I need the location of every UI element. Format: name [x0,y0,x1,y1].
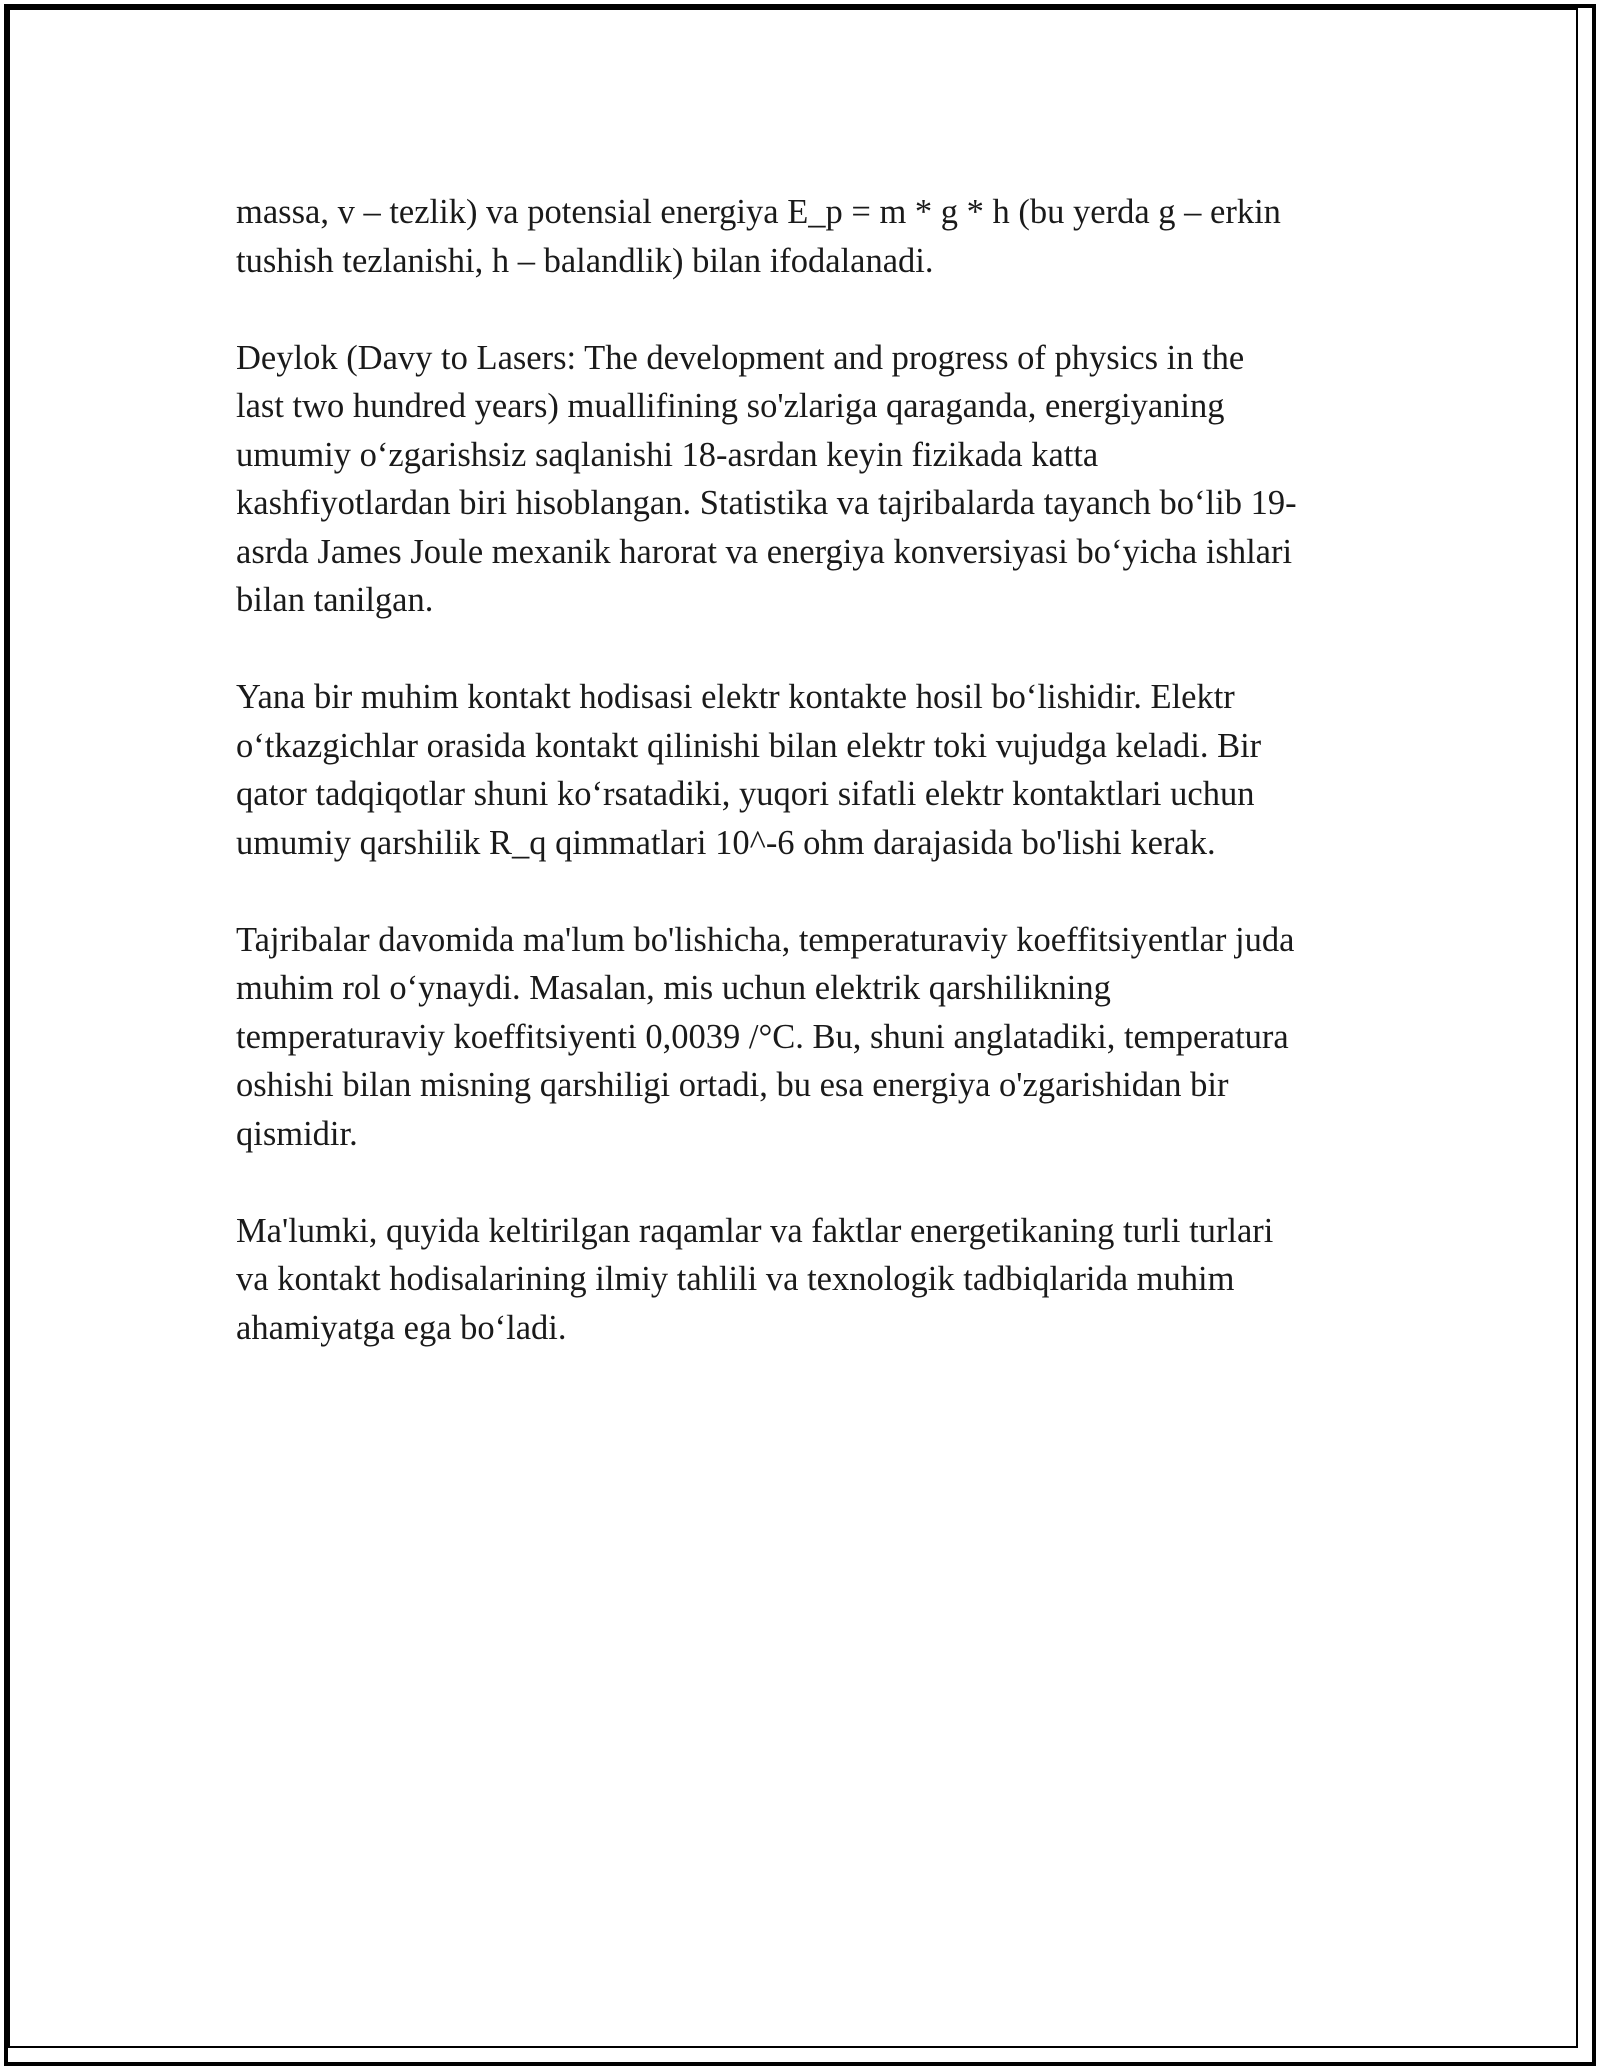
document-body [236,188,1366,1401]
paragraph-deylok-quote: Deylok (Davy to Lasers: The development and progress of physics in the last two hundred years) muallifining so'zlariga qaraganda, energiyaning umumiy o‘zgarishsiz saqlanishi 18-asrdan keyin fizikada katta kashfiyotlardan biri hisoblangan. Statistika va tajribalarda tayanch bo‘lib 19- asrda James Joule mexanik harorat va energiya konversiyasi bo‘yicha ishlari bilan tanilgan. [236,338,1297,619]
paragraph-energy-formula: massa, v – tezlik) va potensial energiya E_p = m * g * h (bu yerda g – erkin tushish tezlanishi, h – balandlik) bilan ifodalanadi. [236,193,1281,280]
paragraph-temperature-coefficient: Tajribalar davomida ma'lum bo'lishicha, temperaturaviy koeffitsiyentlar juda muhim rol o‘ynaydi. Masalan, mis uchun elektrik qarshilikning temperaturaviy koeffitsiyenti 0,0039 /°C. Bu, shuni anglatadiki, temperatura oshishi bilan misning qarshiligi ortadi, bu esa energiya o'zgarishidan bir qismidir. [236,920,1295,1153]
paragraph-electric-contact: Yana bir muhim kontakt hodisasi elektr kontakte hosil bo‘lishidir. Elektr o‘tkazgichlar orasida kontakt qilinishi bilan elektr toki vujudga keladi. Bir qator tadqiqotlar shuni ko‘rsatadiki, yuqori sifatli elektr kontaktlari uchun umumiy qarshilik R_q qimmatlari 10^-6 ohm darajasida bo'lishi kerak. [236,678,1262,862]
paragraph-conclusion: Ma'lumki, quyida keltirilgan raqamlar va faktlar energetikaning turli turlari va kontakt hodisalarining ilmiy tahlili va texnologik tadbiqlarida muhim ahamiyatga ega bo‘ladi. [236,1211,1274,1347]
